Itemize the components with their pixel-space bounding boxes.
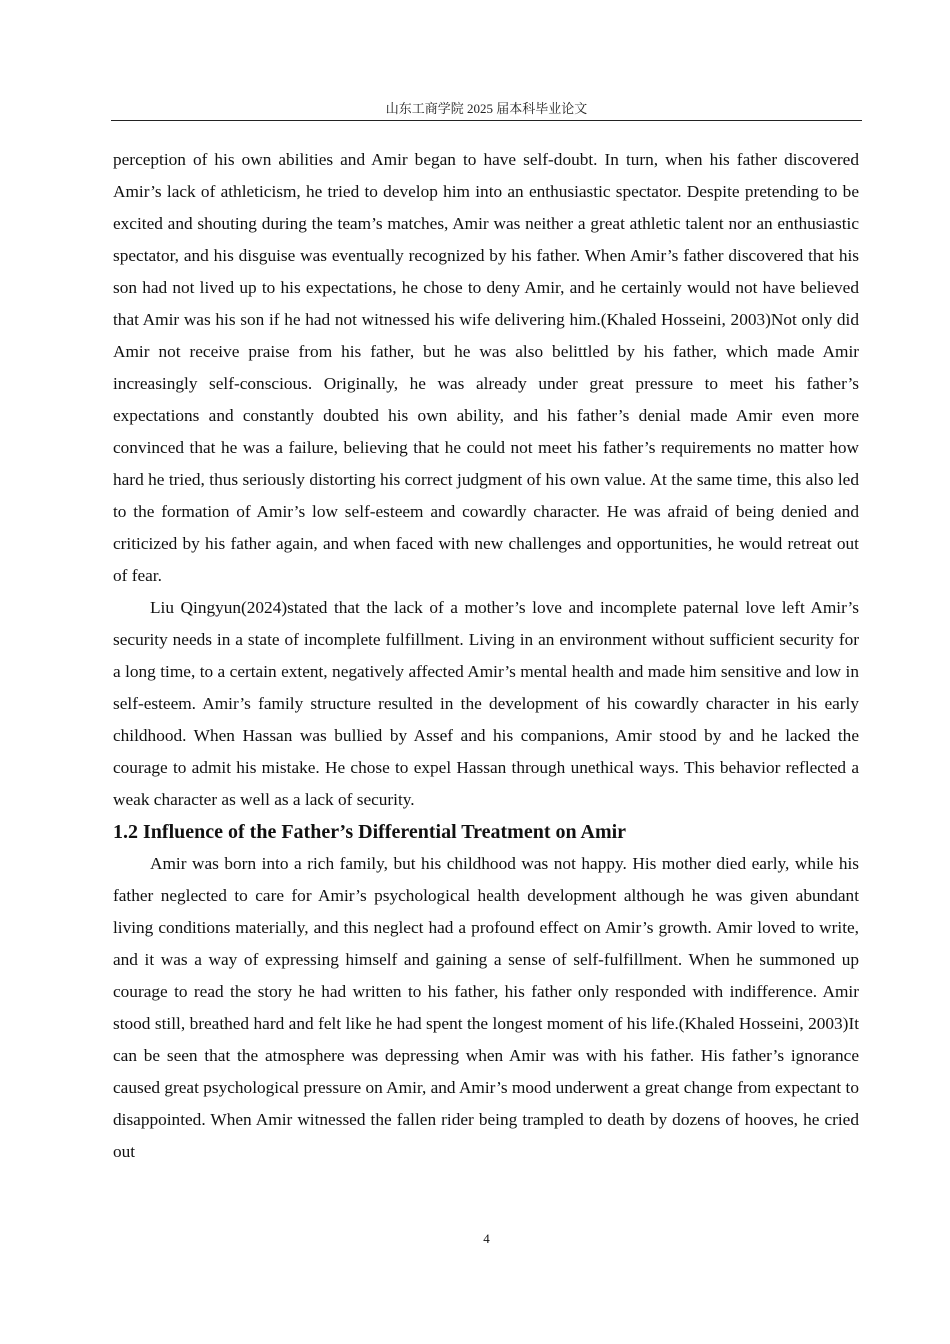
- section-heading: 1.2 Influence of the Father’s Differential Treatment on Amir: [113, 821, 627, 843]
- paragraph-liu-qingyun: Liu Qingyun(2024)stated that the lack of a mother’s love and incomplete paternal love left Amir’s security needs in a state of incomplete fulfillment. Living in an environment without sufficient security for a long time, to a certain extent, negatively affected Amir’s mental health and made him sensitive and low in self-esteem. Amir’s family structure resulted in the development of his cowardly character in his early childhood. When Hassan was bullied by Assef and his companions, Amir stood by and he lacked the courage to admit his mistake. He chose to expel Hassan through unethical ways. This behavior reflected a weak character as well as a lack of security.: [113, 598, 859, 809]
- page-number: 4: [483, 1231, 490, 1246]
- header-rule: [111, 120, 862, 121]
- page-header: 山东工商学院 2025 届本科毕业论文: [385, 101, 588, 116]
- section-paragraph: Amir was born into a rich family, but his childhood was not happy. His mother died early, while his father neglected to care for Amir’s psychological health development although he was given abundant living conditions materially, and this neglect had a profound effect on Amir’s growth. Amir loved to write, and it was a way of expressing himself and gaining a sense of self-fulfillment. When he summoned up courage to read the story he had written to his father, his father only responded with indifference. Amir stood still, breathed hard and felt like he had spent the longest moment of his life.(Khaled Hosseini, 2003)It can be seen that the atmosphere was depressing when Amir was with his father. His father’s ignorance caused great psychological pressure on Amir, and Amir’s mood underwent a great change from expectant to disappointed. When Amir witnessed the fallen rider being trampled to death by dozens of hooves, he cried out: [113, 854, 859, 1161]
- body-text: [113, 144, 859, 1168]
- paragraph-continued: perception of his own abilities and Amir began to have self-doubt. In turn, when his father discovered Amir’s lack of athleticism, he tried to develop him into an enthusiastic spectator. Despite pretending to be excited and shouting during the team’s matches, Amir was neither a great athletic talent nor an enthusiastic spectator, and his disguise was eventually recognized by his father. When Amir’s father discovered that his son had not lived up to his expectations, he chose to deny Amir, and he certainly would not have believed that Amir was his son if he had not witnessed his wife delivering him.(Khaled Hosseini, 2003)Not only did Amir not receive praise from his father, but he was also belittled by his father, which made Amir increasingly self-conscious. Originally, he was already under great pressure to meet his father’s expectations and constantly doubted his own ability, and his father’s denial made Amir even more convinced that he was a failure, believing that he could not meet his father’s requirements no matter how hard he tried, thus seriously distorting his correct judgment of his own value. At the same time, this also led to the formation of Amir’s low self-esteem and cowardly character. He was afraid of being denied and criticized by his father again, and when faced with new challenges and opportunities, he would retreat out of fear.: [113, 150, 859, 585]
